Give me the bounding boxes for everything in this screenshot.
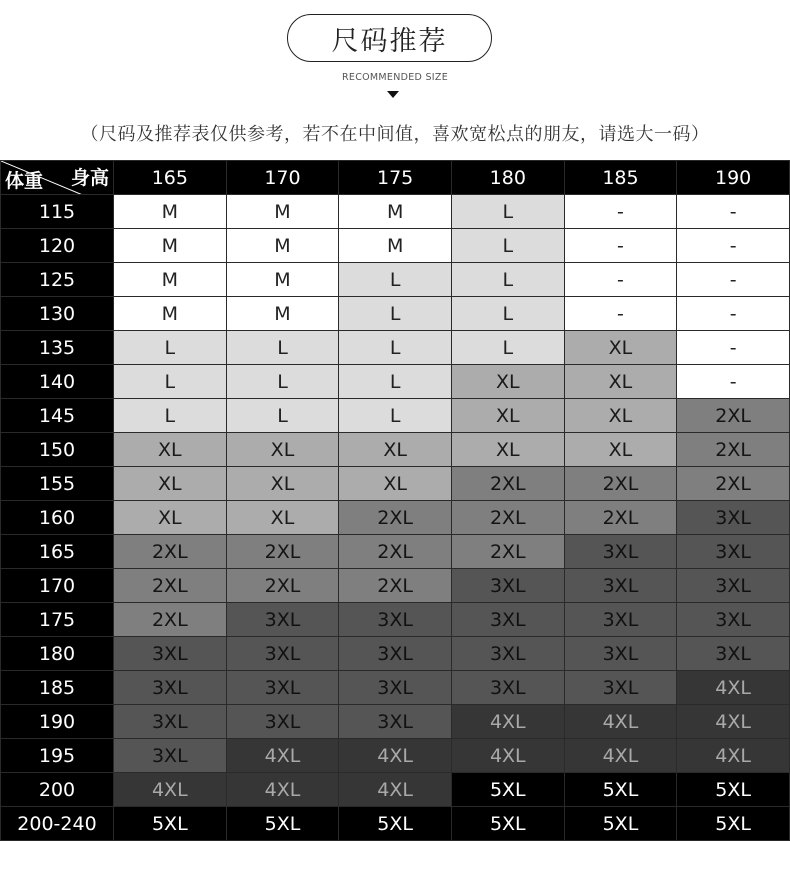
size-cell: 3XL [226, 637, 339, 671]
size-cell: 2XL [677, 399, 790, 433]
weight-label: 120 [1, 229, 114, 263]
size-cell: M [339, 229, 452, 263]
height-header: 165 [114, 161, 227, 195]
height-header: 170 [226, 161, 339, 195]
size-cell: 3XL [451, 637, 564, 671]
size-cell: - [677, 297, 790, 331]
size-cell: 5XL [451, 773, 564, 807]
size-cell: - [677, 263, 790, 297]
weight-label: 135 [1, 331, 114, 365]
size-cell: L [451, 229, 564, 263]
size-cell: 4XL [339, 739, 452, 773]
size-cell: 5XL [451, 807, 564, 841]
weight-label: 145 [1, 399, 114, 433]
size-cell: XL [564, 331, 677, 365]
size-cell: XL [451, 399, 564, 433]
size-cell: XL [564, 433, 677, 467]
size-cell: - [677, 229, 790, 263]
table-row [1, 263, 790, 297]
size-cell: 3XL [564, 535, 677, 569]
weight-label: 185 [1, 671, 114, 705]
size-cell: 3XL [451, 569, 564, 603]
size-cell: 2XL [451, 501, 564, 535]
size-recommendation-table [0, 160, 790, 841]
size-cell: 4XL [564, 739, 677, 773]
size-cell: 2XL [564, 501, 677, 535]
size-cell: 4XL [226, 773, 339, 807]
size-cell: 3XL [114, 671, 227, 705]
size-cell: M [226, 263, 339, 297]
weight-label: 115 [1, 195, 114, 229]
size-cell: XL [226, 501, 339, 535]
size-cell: 3XL [339, 671, 452, 705]
table-corner [1, 161, 114, 195]
size-cell: 4XL [564, 705, 677, 739]
table-row [1, 331, 790, 365]
size-cell: M [226, 195, 339, 229]
weight-label: 140 [1, 365, 114, 399]
size-cell: - [677, 365, 790, 399]
size-cell: L [339, 297, 452, 331]
height-header: 175 [339, 161, 452, 195]
size-cell: 2XL [114, 603, 227, 637]
size-cell: - [564, 229, 677, 263]
size-cell: M [226, 229, 339, 263]
size-cell: 2XL [451, 467, 564, 501]
size-cell: 3XL [114, 637, 227, 671]
size-cell: L [114, 331, 227, 365]
size-cell: L [451, 195, 564, 229]
size-cell: 2XL [677, 433, 790, 467]
weight-label: 175 [1, 603, 114, 637]
size-cell: 5XL [564, 773, 677, 807]
size-cell: L [339, 365, 452, 399]
size-cell: M [339, 195, 452, 229]
size-cell: - [564, 263, 677, 297]
table-row [1, 637, 790, 671]
table-row [1, 569, 790, 603]
size-cell: L [451, 263, 564, 297]
size-cell: XL [564, 365, 677, 399]
size-cell: 3XL [339, 637, 452, 671]
size-cell: 2XL [339, 535, 452, 569]
size-cell: 4XL [339, 773, 452, 807]
size-cell: 2XL [677, 467, 790, 501]
height-header-row [1, 161, 790, 195]
size-cell: L [339, 399, 452, 433]
weight-axis-label: 体重 [5, 170, 44, 192]
size-cell: 5XL [677, 773, 790, 807]
size-cell: XL [339, 467, 452, 501]
size-cell: 2XL [564, 467, 677, 501]
size-cell: XL [114, 467, 227, 501]
size-cell: L [114, 399, 227, 433]
page-title: 尺码推荐 [287, 14, 492, 62]
size-cell: L [339, 331, 452, 365]
page-subtitle: RECOMMENDED SIZE [341, 72, 448, 83]
size-cell: 2XL [451, 535, 564, 569]
size-cell: 2XL [114, 569, 227, 603]
weight-label: 160 [1, 501, 114, 535]
table-row [1, 365, 790, 399]
size-cell: 5XL [226, 807, 339, 841]
size-cell: 3XL [114, 739, 227, 773]
size-cell: M [114, 229, 227, 263]
height-axis-label: 身高 [70, 167, 109, 189]
table-row [1, 773, 790, 807]
size-cell: 4XL [677, 739, 790, 773]
height-header: 180 [451, 161, 564, 195]
table-row [1, 433, 790, 467]
size-cell: L [226, 399, 339, 433]
size-cell: XL [226, 433, 339, 467]
size-cell: 3XL [564, 637, 677, 671]
size-cell: 4XL [677, 671, 790, 705]
size-cell: M [114, 195, 227, 229]
size-cell: 2XL [114, 535, 227, 569]
size-cell: XL [226, 467, 339, 501]
table-row [1, 807, 790, 841]
size-cell: - [564, 297, 677, 331]
size-cell: 3XL [677, 535, 790, 569]
size-cell: 3XL [114, 705, 227, 739]
height-header: 190 [677, 161, 790, 195]
table-row [1, 399, 790, 433]
size-cell: 4XL [226, 739, 339, 773]
weight-label: 130 [1, 297, 114, 331]
weight-label: 200-240 [1, 807, 114, 841]
table-row [1, 671, 790, 705]
size-cell: XL [339, 433, 452, 467]
size-cell: L [451, 297, 564, 331]
table-row [1, 297, 790, 331]
size-cell: L [339, 263, 452, 297]
size-cell: 5XL [677, 807, 790, 841]
size-cell: 3XL [677, 637, 790, 671]
size-cell: 2XL [339, 569, 452, 603]
size-cell: 4XL [114, 773, 227, 807]
size-note: （尺码及推荐表仅供参考，若不在中间值，喜欢宽松点的朋友，请选大一码） [80, 124, 710, 145]
weight-label: 165 [1, 535, 114, 569]
weight-label: 125 [1, 263, 114, 297]
size-cell: 3XL [677, 569, 790, 603]
size-cell: 3XL [677, 603, 790, 637]
size-cell: 4XL [451, 739, 564, 773]
size-cell: - [677, 195, 790, 229]
size-cell: 3XL [564, 569, 677, 603]
size-cell: 3XL [564, 603, 677, 637]
size-table-body [1, 195, 790, 841]
size-cell: XL [114, 501, 227, 535]
table-row [1, 195, 790, 229]
size-cell: 3XL [451, 603, 564, 637]
weight-label: 180 [1, 637, 114, 671]
size-cell: 3XL [339, 705, 452, 739]
weight-label: 170 [1, 569, 114, 603]
size-cell: L [226, 365, 339, 399]
size-cell: 3XL [451, 671, 564, 705]
size-cell: - [677, 331, 790, 365]
size-cell: 5XL [339, 807, 452, 841]
size-cell: 3XL [677, 501, 790, 535]
size-cell: M [114, 263, 227, 297]
size-cell: 4XL [451, 705, 564, 739]
table-row [1, 229, 790, 263]
weight-label: 155 [1, 467, 114, 501]
size-cell: XL [451, 365, 564, 399]
table-row [1, 705, 790, 739]
size-cell: 2XL [339, 501, 452, 535]
size-cell: XL [114, 433, 227, 467]
size-cell: M [226, 297, 339, 331]
size-cell: 5XL [564, 807, 677, 841]
size-cell: 3XL [226, 705, 339, 739]
size-cell: 4XL [677, 705, 790, 739]
table-row [1, 535, 790, 569]
size-cell: XL [451, 433, 564, 467]
weight-label: 195 [1, 739, 114, 773]
weight-label: 150 [1, 433, 114, 467]
size-cell: 3XL [339, 603, 452, 637]
size-cell: L [451, 331, 564, 365]
size-cell: XL [564, 399, 677, 433]
table-row [1, 467, 790, 501]
size-cell: 3XL [226, 671, 339, 705]
size-cell: 3XL [226, 603, 339, 637]
size-cell: M [114, 297, 227, 331]
size-cell: 3XL [564, 671, 677, 705]
down-arrow-icon [387, 91, 399, 98]
weight-label: 190 [1, 705, 114, 739]
size-cell: 2XL [226, 569, 339, 603]
table-row [1, 739, 790, 773]
size-cell: 5XL [114, 807, 227, 841]
size-cell: 2XL [226, 535, 339, 569]
size-cell: L [226, 331, 339, 365]
table-row [1, 501, 790, 535]
table-row [1, 603, 790, 637]
weight-label: 200 [1, 773, 114, 807]
size-cell: - [564, 195, 677, 229]
height-header: 185 [564, 161, 677, 195]
size-cell: L [114, 365, 227, 399]
